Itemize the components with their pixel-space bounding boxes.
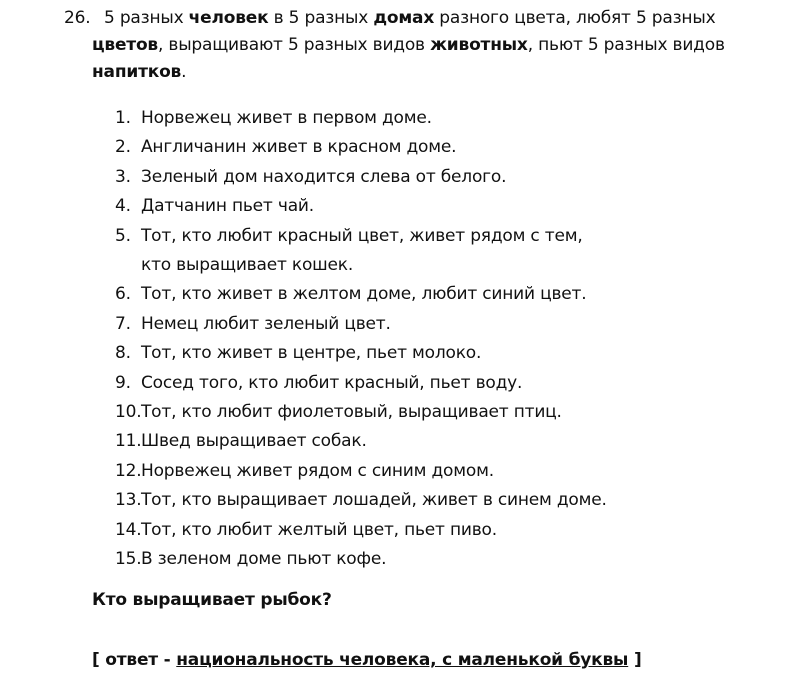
answer-format-hint	[92, 650, 642, 670]
clue-number: 1.	[115, 108, 131, 128]
keyword-houses: домах	[373, 8, 435, 28]
answer-prefix: [ ответ -	[92, 650, 177, 670]
keyword-animals: животных	[430, 35, 528, 55]
list-item	[115, 369, 611, 398]
keyword-people: человек	[188, 8, 269, 28]
clue-number: 5.	[115, 225, 131, 246]
clue-text: Норвежец живет в первом доме.	[141, 108, 432, 128]
intro-line-1	[64, 5, 764, 32]
list-item	[115, 222, 611, 281]
list-item	[115, 104, 611, 133]
keyword-colors: цветов	[92, 35, 158, 55]
clue-number: 2.	[115, 137, 131, 158]
list-item	[115, 427, 611, 456]
clue-list	[115, 104, 611, 575]
answer-suffix: ]	[628, 650, 642, 670]
list-item	[115, 133, 611, 162]
clue-text: Сосед того, кто любит красный, пьет воду.	[141, 372, 523, 393]
clue-number: 3.	[115, 166, 131, 187]
list-item	[115, 545, 611, 574]
intro-text-segment: , выращивают 5 разных видов	[157, 35, 431, 55]
list-item	[115, 310, 611, 339]
intro-text-segment: .	[181, 62, 187, 82]
intro-text-segment: разного цвета, любят 5 разных	[434, 8, 716, 28]
clue-text: Немец любит зеленый цвет.	[141, 313, 391, 334]
clue-number: 15.	[115, 549, 142, 570]
clue-text: Тот, кто любит фиолетовый, выращивает птиц.	[141, 402, 562, 423]
intro-text-segment: в 5 разных	[268, 8, 374, 28]
answer-format-underlined: национальность человека, с маленькой буквы	[176, 650, 629, 670]
puzzle-number: 26.	[64, 8, 91, 28]
clue-text: Тот, кто живет в желтом доме, любит синий цвет.	[141, 284, 587, 305]
clue-number: 7.	[115, 313, 131, 334]
clue-text: Тот, кто выращивает лошадей, живет в синем доме.	[141, 490, 607, 511]
clue-text: Датчанин пьет чай.	[141, 196, 314, 217]
clue-text: Норвежец живет рядом с синим домом.	[141, 460, 494, 481]
clue-text: Зеленый дом находится слева от белого.	[141, 166, 507, 187]
intro-text-segment: 5 разных	[104, 8, 189, 28]
clue-number: 11.	[115, 431, 142, 452]
intro-line-2	[64, 32, 764, 59]
list-item	[115, 192, 611, 221]
clue-text: Тот, кто любит желтый цвет, пьет пиво.	[141, 519, 497, 540]
keyword-drinks: напитков	[92, 62, 182, 82]
clue-number: 13.	[115, 490, 142, 511]
list-item	[115, 516, 611, 545]
clue-number: 10.	[115, 402, 142, 423]
list-item	[115, 486, 611, 515]
clue-number: 12.	[115, 460, 142, 481]
list-item	[115, 457, 611, 486]
clue-number: 8.	[115, 343, 131, 364]
puzzle-intro	[64, 5, 764, 86]
clue-number: 9.	[115, 372, 131, 393]
list-item	[115, 339, 611, 368]
clue-number: 6.	[115, 284, 131, 305]
list-item	[115, 280, 611, 309]
clue-text: Швед выращивает собак.	[141, 431, 367, 452]
clue-text: Англичанин живет в красном доме.	[141, 137, 457, 158]
list-item	[115, 163, 611, 192]
puzzle-question: Кто выращивает рыбок?	[92, 590, 332, 610]
clue-number: 4.	[115, 196, 131, 217]
clue-text: Тот, кто живет в центре, пьет молоко.	[141, 343, 482, 364]
clue-text: В зеленом доме пьют кофе.	[141, 549, 387, 570]
intro-line-3	[64, 59, 764, 86]
list-item	[115, 398, 611, 427]
intro-text-segment: , пьют 5 разных видов	[527, 35, 725, 55]
clue-text: Тот, кто любит красный цвет, живет рядом с тем, кто выращивает кошек.	[141, 225, 583, 276]
clue-number: 14.	[115, 519, 142, 540]
